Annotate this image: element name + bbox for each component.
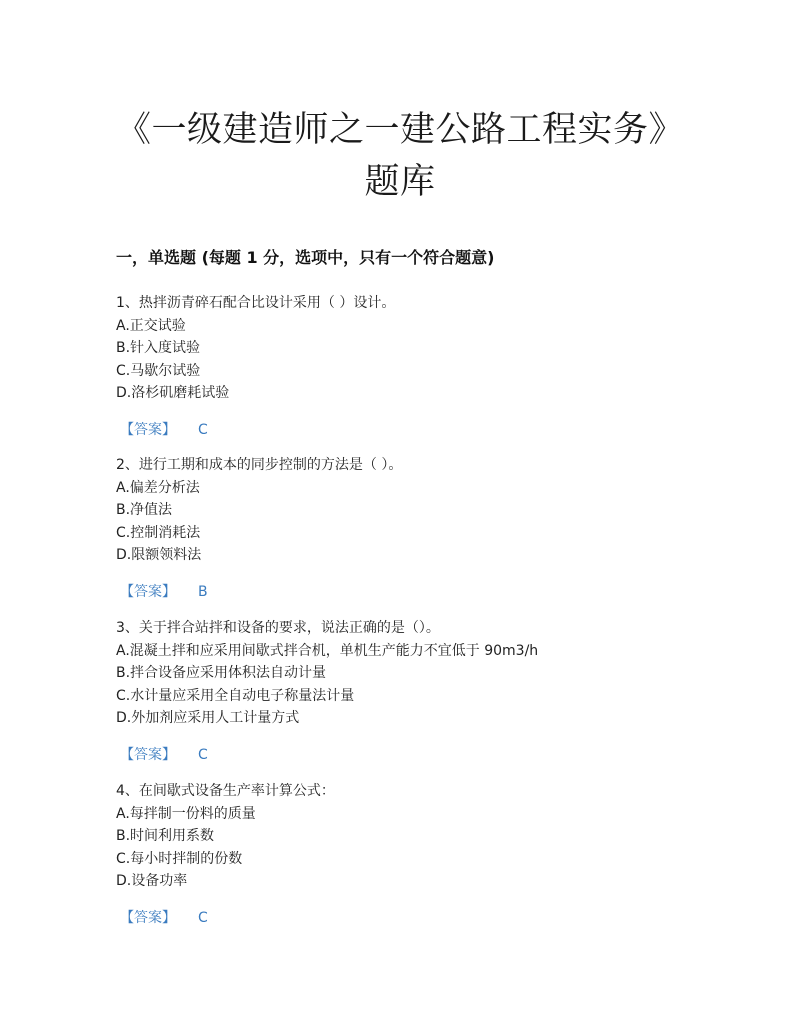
option-d: D.限额领料法	[116, 547, 202, 563]
question-text: 4、在间歇式设备生产率计算公式：	[116, 783, 335, 799]
question-text: 1、热拌沥青碎石配合比设计采用（ ）设计。	[116, 295, 396, 311]
option-c: C.控制消耗法	[116, 524, 201, 541]
option-b: B.时间利用系数	[116, 828, 215, 844]
answer-label: 【答案】	[120, 583, 176, 600]
option-a: A.偏差分析法	[116, 479, 200, 496]
question-3	[116, 617, 716, 766]
option-c: C.马歇尔试验	[116, 362, 201, 379]
option-d: D.设备功率	[116, 873, 188, 889]
option-a: A.混凝土拌和应采用间歇式拌合机，单机生产能力不宜低于 90m3/h	[116, 642, 539, 659]
question-2	[116, 454, 716, 603]
option-a: A.正交试验	[116, 317, 186, 334]
answer-line	[116, 907, 716, 929]
answer-value: C	[198, 909, 208, 926]
option-b: B.拌合设备应采用体积法自动计量	[116, 665, 327, 681]
option-d: D.外加剂应采用人工计量方式	[116, 710, 300, 726]
answer-label: 【答案】	[120, 421, 176, 438]
option-c: C.每小时拌制的份数	[116, 850, 243, 867]
question-1	[116, 292, 716, 441]
section-heading: 一，单选题 (每题 1 分，选项中，只有一个符合题意)	[116, 248, 495, 267]
answer-value: B	[198, 583, 208, 600]
question-text: 2、进行工期和成本的同步控制的方法是（ ）。	[116, 457, 403, 473]
answer-label: 【答案】	[120, 909, 176, 926]
option-c: C.水计量应采用全自动电子称量法计量	[116, 687, 355, 704]
question-text: 3、关于拌合站拌和设备的要求，说法正确的是（）。	[116, 620, 440, 636]
option-d: D.洛杉矶磨耗试验	[116, 385, 230, 401]
answer-label: 【答案】	[120, 746, 176, 763]
answer-line	[116, 419, 716, 441]
answer-line	[116, 744, 716, 766]
answer-value: C	[198, 421, 208, 438]
option-b: B.净值法	[116, 502, 173, 518]
document-title: 《一级建造师之一建公路工程实务》	[115, 110, 684, 150]
option-b: B.针入度试验	[116, 340, 201, 356]
answer-line	[116, 581, 716, 603]
option-a: A.每拌制一份料的质量	[116, 805, 256, 822]
answer-value: C	[198, 746, 208, 763]
document-subtitle: 题库	[364, 162, 436, 202]
question-4	[116, 780, 716, 929]
